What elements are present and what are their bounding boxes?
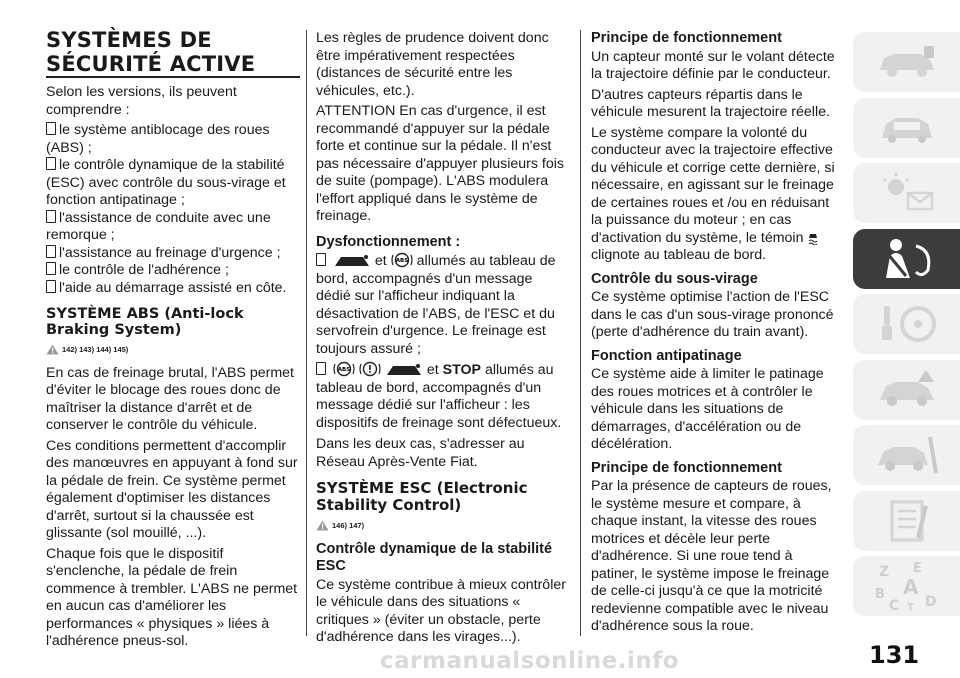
list-item: l'assistance au freinage d'urgence ; xyxy=(46,245,300,263)
bullet-box-icon xyxy=(46,262,56,275)
brake-warning-light-icon xyxy=(333,254,371,268)
prudence-paragraph: Les règles de prudence doivent donc être impérativement respectées (distances de sécurité entre les véhicules, etc.). xyxy=(316,30,549,99)
safety-airbag-icon xyxy=(872,236,942,282)
list-item: l'aide au démarrage assisté en côte. xyxy=(46,280,300,298)
stop-label: STOP xyxy=(442,362,481,378)
contact-paragraph: Dans les deux cas, s'adresser au Réseau Après-Vente Fiat. xyxy=(316,436,525,470)
index-icon xyxy=(867,560,947,612)
title-line-1: SYSTÈMES DE xyxy=(46,28,212,52)
tab-technical-data[interactable] xyxy=(853,491,960,551)
esc-paragraph: Ce système contribue à mieux contrôler le véhicule dans des situations « critiques » (éviter un obstacle, perte d'adhérence dans les virages...). xyxy=(316,576,566,645)
malfunction-item-1: et ABS allumés au tableau de bord, accompagnés d'un message dédié sur l'afficheur indiquant la désactivation de l'ABS, de l'ESC et du servofrein d'urgence. Le freinage est toujours assuré ; xyxy=(316,253,556,357)
chapter-tabs xyxy=(853,32,960,622)
principle-paragraph-3: Le système compare la volonté du conducteur avec la trajectoire effective du véhicule et corrige cette dernière, si nécessaire, en agissant sur le freinage de certaines roues et /ou en réduisant la puissance du moteur ; en cas d'activation du système, le témoin clignote au tableau de bord. xyxy=(591,124,835,263)
svg-text:ABS: ABS xyxy=(337,367,351,373)
warning-triangle-icon xyxy=(316,520,329,531)
technical-data-icon xyxy=(872,498,942,544)
brake-system-light-icon xyxy=(359,361,381,377)
intro-text: Selon les versions, ils peuvent comprendre : xyxy=(46,84,237,118)
abs-warning-light-icon xyxy=(333,361,355,377)
starting-driving-icon xyxy=(872,302,942,346)
stability-heading: Contrôle dynamique de la stabilité ESC xyxy=(316,540,553,574)
principle-paragraph-1: Un capteur monté sur le volant détecte la trajectoire définie par le conducteur. xyxy=(591,48,835,82)
svg-text:A: A xyxy=(902,575,918,599)
list-item: le contrôle de l'adhérence ; xyxy=(46,262,300,280)
malfunction-item-2: ABS et STOP allumés au tableau de bord, accompagnés d'un message dédié sur l'afficheur : les dispositifs de freinage sont défectueux. xyxy=(316,362,562,431)
attention-paragraph: ATTENTION En cas d'urgence, il est recommandé d'appuyer sur la pédale forte et continue sur la pédale. Il n'est pas nécessaire d'appuyer plusieurs fois de suite (pompage). L'ABS modulera l'effort appliqué dans le système de freinage. xyxy=(316,103,564,224)
svg-text:Z: Z xyxy=(878,564,889,580)
abs-warning-note: 142) 143) 144) 145) xyxy=(46,341,300,359)
watermark: carmanualsonline.info xyxy=(380,648,680,674)
column-divider xyxy=(306,30,307,636)
svg-text:E: E xyxy=(912,561,922,576)
tab-index[interactable] xyxy=(853,556,960,616)
list-item: le contrôle dynamique de la stabilité (ESC) avec contrôle du sous-virage et fonction antipatinage ; xyxy=(46,157,286,208)
car-doors-icon xyxy=(872,108,942,148)
svg-text:D: D xyxy=(924,594,937,610)
principle-paragraph-4: Par la présence de capteurs de roues, le système mesure et compare, à chaque instant, la vitesse des roues motrices et décèle leur perte d'adhérence. Si une roue tend à patiner, le système impose le freinage de celle-ci jusqu'à ce que la motricité redevienne compatible avec le niveau d'adhérence sous la roue. xyxy=(591,478,832,634)
tab-maintenance[interactable] xyxy=(853,425,960,485)
bullet-box-icon xyxy=(316,253,326,266)
abs-warning-light-icon xyxy=(391,252,413,268)
column-1 xyxy=(46,30,300,654)
abs-paragraph-1: En cas de freinage brutal, l'ABS permet d'éviter le blocage des roues donc de maîtriser la distance d'arrêt et de conserver le contrôle du véhicule. xyxy=(46,364,294,433)
section-title xyxy=(46,30,300,78)
maintenance-icon xyxy=(872,433,942,477)
bullet-box-icon xyxy=(316,362,326,375)
esc-heading: SYSTÈME ESC (Electronic Stability Control) xyxy=(316,479,528,514)
emergency-icon xyxy=(872,368,942,412)
warning-triangle-icon xyxy=(46,344,59,355)
abs-paragraph-3: Chaque fois que le dispositif s'enclenche, la pédale de frein commence à trembler. L'ABS ne permet en aucun cas d'améliorer les performances « physiques » liées à l'adhérence pneus-sol. xyxy=(46,545,298,649)
tab-warning-lights[interactable] xyxy=(853,163,960,223)
bullet-box-icon xyxy=(46,210,56,223)
bullet-box-icon xyxy=(46,280,56,293)
svg-text:B: B xyxy=(874,587,885,602)
malfunction-heading: Dysfonctionnement : xyxy=(316,233,461,250)
tab-emergency[interactable] xyxy=(853,360,960,420)
svg-text:ABS: ABS xyxy=(395,258,408,264)
bullet-box-icon xyxy=(46,245,56,258)
traction-paragraph: Ce système aide à limiter le patinage des roues motrices et à contrôler le véhicule dans les situations de démarrages, d'accélération ou de décélération. xyxy=(591,366,824,452)
esc-warning-light-icon xyxy=(807,231,819,245)
warning-lights-icon xyxy=(872,171,942,215)
esc-warning-note: 146) 147) xyxy=(316,517,568,535)
principle-heading: Principe de fonctionnement xyxy=(591,30,782,46)
tab-car-doors[interactable] xyxy=(853,98,960,158)
column-divider xyxy=(580,30,581,636)
column-2 xyxy=(316,30,568,650)
tab-safety[interactable] xyxy=(853,229,960,289)
bullet-box-icon xyxy=(46,122,56,135)
list-item: l'assistance de conduite avec une remorque ; xyxy=(46,209,271,243)
traction-heading: Fonction antipatinage xyxy=(591,347,742,364)
svg-text:C: C xyxy=(888,598,899,612)
tab-starting-driving[interactable] xyxy=(853,294,960,354)
car-info-icon xyxy=(872,42,942,82)
brake-warning-light-icon xyxy=(385,363,423,377)
svg-text:T: T xyxy=(906,602,914,612)
principle-paragraph-2: D'autres capteurs répartis dans le véhicule mesurent la trajectoire réelle. xyxy=(591,86,830,120)
understeer-heading: Contrôle du sous-virage xyxy=(591,270,758,287)
title-line-2: SÉCURITÉ ACTIVE xyxy=(46,52,256,76)
understeer-paragraph: Ce système optimise l'action de l'ESC dans le cas d'un sous-virage prononcé (perte d'adhérence du train avant). xyxy=(591,289,834,340)
bullet-box-icon xyxy=(46,157,56,170)
page-number: 131 xyxy=(869,641,920,669)
principle-heading-2: Principe de fonctionnement xyxy=(591,459,782,476)
list-item: le système antiblocage des roues (ABS) ; xyxy=(46,122,270,156)
abs-paragraph-2: Ces conditions permettent d'accomplir des manœuvres en appuyant à fond sur la pédale de frein. Ce système permet également d'optimiser les distances d'arrêt, surtout si la chaussée est glissante (sol mouillé, ...). xyxy=(46,437,298,541)
tab-car-info[interactable] xyxy=(853,32,960,92)
abs-heading: SYSTÈME ABS (Anti-lock Braking System) xyxy=(46,306,244,338)
column-3 xyxy=(591,30,841,639)
